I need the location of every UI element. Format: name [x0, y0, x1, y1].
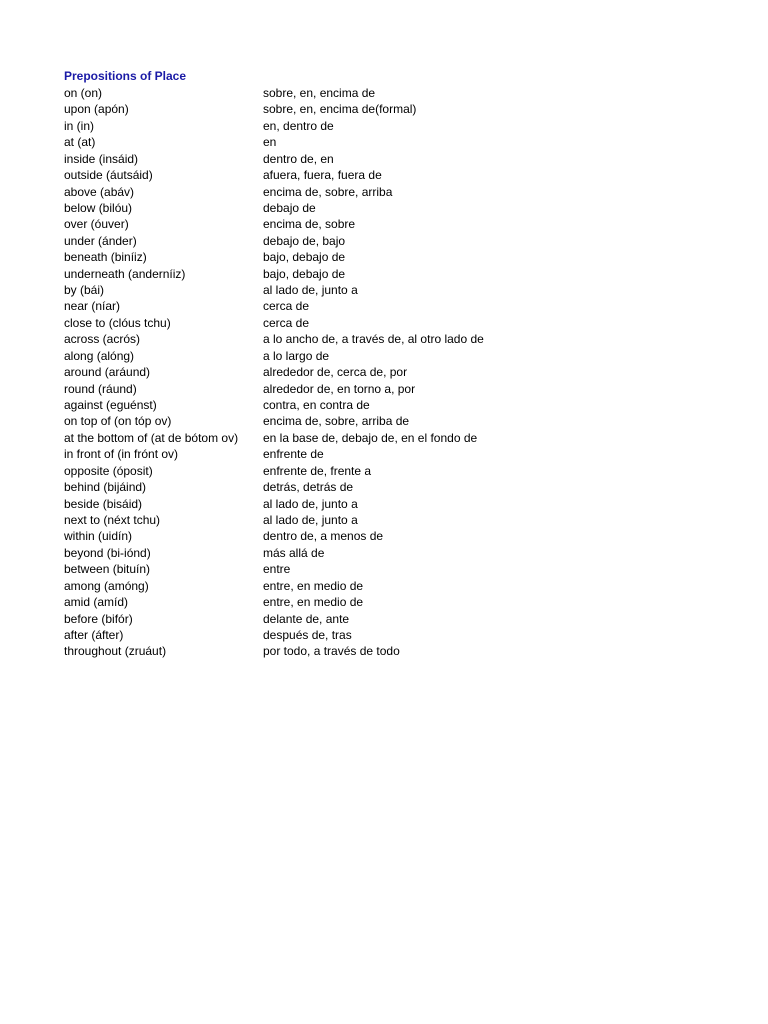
- list-item: [64, 611, 724, 627]
- spanish-translation: entre, en medio de: [263, 595, 364, 610]
- list-item: [64, 331, 724, 347]
- english-preposition: over (óuver): [64, 217, 129, 232]
- english-preposition: amid (amíd): [64, 595, 129, 610]
- english-preposition: after (áfter): [64, 627, 124, 642]
- spanish-translation: bajo, debajo de: [263, 250, 346, 265]
- preposition-list: [64, 85, 724, 660]
- english-preposition: upon (apón): [64, 102, 129, 117]
- list-item: [64, 364, 724, 380]
- english-preposition: opposite (óposit): [64, 463, 153, 478]
- list-item: [64, 397, 724, 413]
- english-preposition: below (bilóu): [64, 200, 133, 215]
- spanish-translation: delante de, ante: [263, 611, 350, 626]
- list-item: [64, 627, 724, 643]
- spanish-translation: cerca de: [263, 299, 310, 314]
- spanish-translation: después de, tras: [263, 627, 352, 642]
- spanish-translation: encima de, sobre, arriba: [263, 184, 393, 199]
- english-preposition: beyond (bi-iónd): [64, 545, 151, 560]
- list-item: [64, 512, 724, 528]
- spanish-translation: encima de, sobre, arriba de: [263, 414, 410, 429]
- list-item: [64, 134, 724, 150]
- list-item: [64, 381, 724, 397]
- list-item: [64, 545, 724, 561]
- list-item: [64, 233, 724, 249]
- list-item: [64, 151, 724, 167]
- english-preposition: beneath (biníiz): [64, 250, 147, 265]
- list-item: [64, 167, 724, 183]
- list-item: [64, 643, 724, 659]
- english-preposition: above (abáv): [64, 184, 135, 199]
- spanish-translation: al lado de, junto a: [263, 512, 358, 527]
- english-preposition: in (in): [64, 118, 95, 133]
- english-preposition: inside (insáid): [64, 151, 139, 166]
- english-preposition: between (bituín): [64, 562, 151, 577]
- spanish-translation: enfrente de: [263, 447, 324, 462]
- list-item: [64, 315, 724, 331]
- spanish-translation: entre, en medio de: [263, 578, 364, 593]
- spanish-translation: detrás, detrás de: [263, 480, 354, 495]
- english-preposition: close to (clóus tchu): [64, 315, 171, 330]
- english-preposition: by (bái): [64, 283, 105, 298]
- spanish-translation: contra, en contra de: [263, 398, 370, 413]
- list-item: [64, 479, 724, 495]
- list-item: [64, 249, 724, 265]
- english-preposition: outside (áutsáid): [64, 168, 153, 183]
- spanish-translation: sobre, en, encima de(formal): [263, 102, 417, 117]
- spanish-translation: por todo, a través de todo: [263, 644, 400, 659]
- spanish-translation: cerca de: [263, 315, 310, 330]
- spanish-translation: a lo largo de: [263, 348, 330, 363]
- english-preposition: along (alóng): [64, 348, 135, 363]
- english-preposition: throughout (zruáut): [64, 644, 167, 659]
- spanish-translation: enfrente de, frente a: [263, 463, 372, 478]
- list-item: [64, 430, 724, 446]
- english-preposition: behind (bijáind): [64, 480, 147, 495]
- spanish-translation: en la base de, debajo de, en el fondo de: [263, 430, 478, 445]
- spanish-translation: debajo de: [263, 200, 316, 215]
- list-item: [64, 578, 724, 594]
- english-preposition: within (uidín): [64, 529, 133, 544]
- english-preposition: in front of (in frónt ov): [64, 447, 179, 462]
- english-preposition: against (eguénst): [64, 398, 157, 413]
- spanish-translation: dentro de, en: [263, 151, 334, 166]
- spanish-translation: alrededor de, en torno a, por: [263, 381, 416, 396]
- list-item: [64, 118, 724, 134]
- list-item: [64, 528, 724, 544]
- spanish-translation: al lado de, junto a: [263, 496, 358, 511]
- spanish-translation: dentro de, a menos de: [263, 529, 384, 544]
- list-item: [64, 184, 724, 200]
- list-item: [64, 216, 724, 232]
- english-preposition: at the bottom of (at de bótom ov): [64, 430, 239, 445]
- list-item: [64, 594, 724, 610]
- english-preposition: near (níar): [64, 299, 121, 314]
- list-item: [64, 298, 724, 314]
- english-preposition: around (aráund): [64, 365, 151, 380]
- list-item: [64, 496, 724, 512]
- spanish-translation: alrededor de, cerca de, por: [263, 365, 408, 380]
- list-item: [64, 200, 724, 216]
- spanish-translation: bajo, debajo de: [263, 266, 346, 281]
- list-item: [64, 282, 724, 298]
- spanish-translation: a lo ancho de, a través de, al otro lado de: [263, 332, 484, 347]
- spanish-translation: entre: [263, 562, 291, 577]
- list-item: [64, 348, 724, 364]
- english-preposition: among (amóng): [64, 578, 149, 593]
- spanish-translation: al lado de, junto a: [263, 283, 358, 298]
- english-preposition: across (acrós): [64, 332, 141, 347]
- english-preposition: next to (néxt tchu): [64, 512, 161, 527]
- list-item: [64, 101, 724, 117]
- english-preposition: at (at): [64, 135, 96, 150]
- spanish-translation: encima de, sobre: [263, 217, 356, 232]
- english-preposition: on top of (on tóp ov): [64, 414, 172, 429]
- list-item: [64, 561, 724, 577]
- list-item: [64, 463, 724, 479]
- page-title: Prepositions of Place: [64, 69, 187, 83]
- list-item: [64, 413, 724, 429]
- english-preposition: round (ráund): [64, 381, 137, 396]
- spanish-translation: en: [263, 135, 277, 150]
- english-preposition: under (ánder): [64, 233, 137, 248]
- list-item: [64, 85, 724, 101]
- spanish-translation: afuera, fuera, fuera de: [263, 168, 382, 183]
- spanish-translation: debajo de, bajo: [263, 233, 346, 248]
- english-preposition: underneath (anderníiz): [64, 266, 186, 281]
- spanish-translation: más allá de: [263, 545, 325, 560]
- list-item: [64, 266, 724, 282]
- spanish-translation: sobre, en, encima de: [263, 86, 376, 100]
- spanish-translation: en, dentro de: [263, 118, 334, 133]
- list-item: [64, 446, 724, 462]
- english-preposition: beside (bisáid): [64, 496, 143, 511]
- english-preposition: before (bifór): [64, 611, 133, 626]
- document-page: [64, 68, 724, 660]
- english-preposition: on (on): [64, 86, 103, 100]
